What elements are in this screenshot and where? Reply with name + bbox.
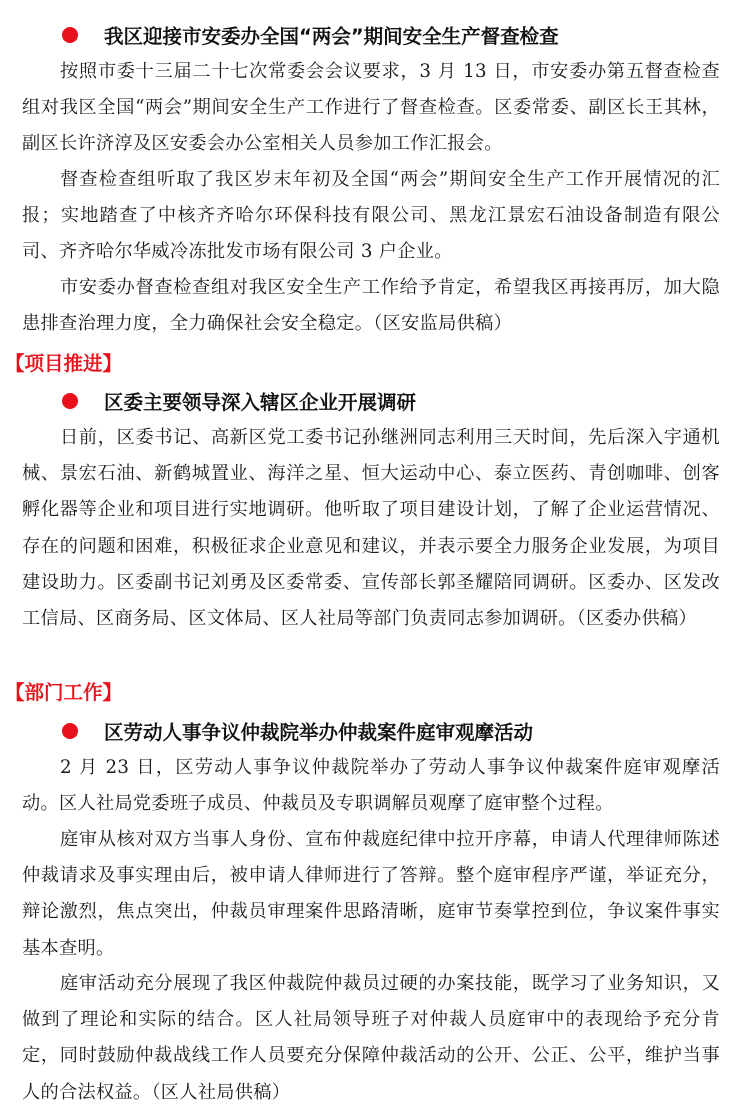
article-2-paragraph-1: 日前，区委书记、高新区党工委书记孙继洲同志利用三天时间，先后深入宇通机械、景宏石油、新鹤城置业、海洋之星、恒大运动中心、泰立医药、青创咖啡、创客孵化器等企业和项目进行实地调研。他听取了项目建设计划，了解了企业运营情况、存在的问题和困难，积极征求企业意见和建议，并表示要全力服务企业发展，为项目建设助力。区委副书记刘勇及区委常委、宣传部长郭圣耀陪同调研。区委办、区发改工信局、区商务局、区文体局、区人社局等部门负责同志参加调研。（区委办供稿） [22,427,720,630]
section-label-projects: 【项目推进】 [5,352,123,375]
article-3-paragraph-2: 庭审从核对双方当事人身份、宣布仲裁庭纪律中拉开序幕，申请人代理律师陈述仲裁请求及事实理由后，被申请人律师进行了答辩。整个庭审程序严谨，举证充分，辩论激烈，焦点突出，仲裁员审理案件思路清晰，庭审节奏掌控到位，争议案件事实基本查明。 [22,829,720,959]
article-1-heading [62,20,559,50]
red-dot-bullet-icon [62,393,78,409]
article-1-paragraph-1: 按照市委十三届二十七次常委会会议要求，3 月 13 日，市安委办第五督查检查组对我区全国“两会”期间安全生产工作进行了督查检查。区委常委、副区长王其林，副区长许济淳及区安委会办公室相关人员参加工作汇报会。 [22,61,720,155]
article-1-paragraph-3: 市安委办督查检查组对我区安全生产工作给予肯定，希望我区再接再厉，加大隐患排查治理力度，全力确保社会安全稳定。（区安监局供稿） [22,277,720,335]
article-3-paragraph-1: 2 月 23 日，区劳动人事争议仲裁院举办了劳动人事争议仲裁案件庭审观摩活动。区人社局党委班子成员、仲裁员及专职调解员观摩了庭审整个过程。 [22,757,720,815]
article-2-title: 区委主要领导深入辖区企业开展调研 [104,391,417,414]
article-3-heading [62,716,533,746]
article-1-paragraph-2: 督查检查组听取了我区岁末年初及全国“两会”期间安全生产工作开展情况的汇报；实地踏查了中核齐齐哈尔环保科技有限公司、黑龙江景宏石油设备制造有限公司、齐齐哈尔华威冷冻批发市场有限公司 3 户企业。 [22,169,720,263]
article-2-heading [62,386,416,416]
article-3-paragraph-3: 庭审活动充分展现了我区仲裁院仲裁员过硬的办案技能，既学习了业务知识，又做到了理论和实际的结合。区人社局领导班子对仲裁人员庭审中的表现给予充分肯定，同时鼓励仲裁战线工作人员要充分保障仲裁活动的公开、公正、公平，维护当事人的合法权益。（区人社局供稿） [22,973,720,1103]
article-3-title: 区劳动人事争议仲裁院举办仲裁案件庭审观摩活动 [104,721,534,744]
red-dot-bullet-icon [62,27,78,43]
section-label-departments: 【部门工作】 [5,681,123,704]
red-dot-bullet-icon [62,723,78,739]
article-1-title: 我区迎接市安委办全国“两会”期间安全生产督查检查 [104,25,559,48]
